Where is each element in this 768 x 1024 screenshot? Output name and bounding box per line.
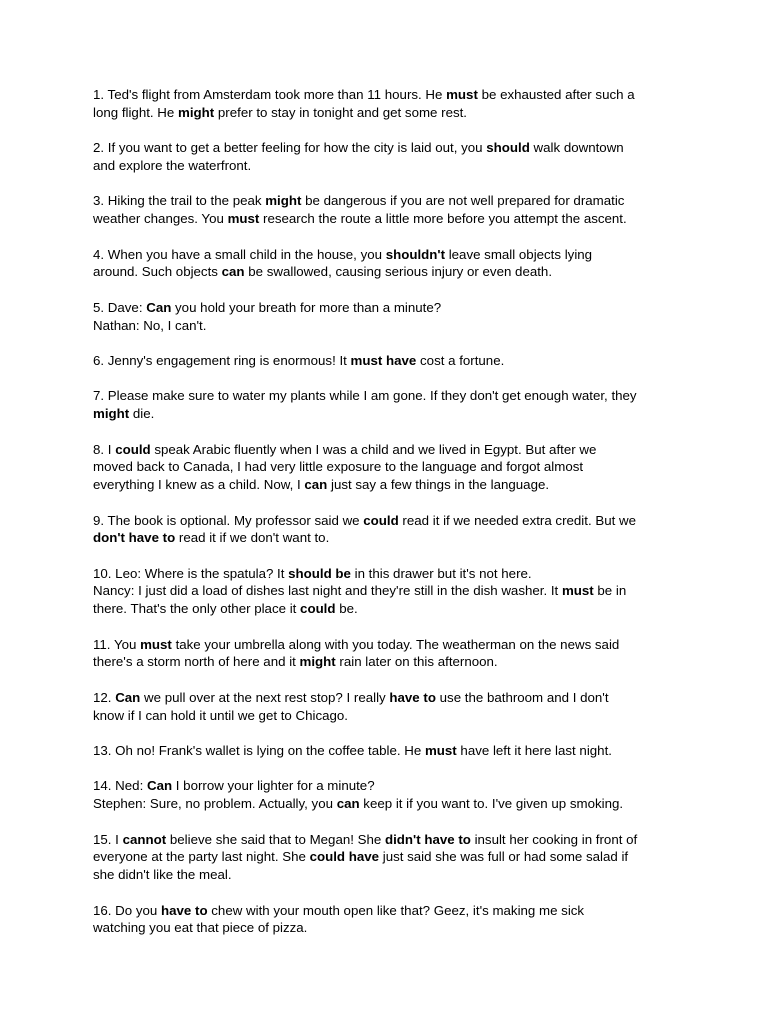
text-line xyxy=(93,848,683,866)
text-line xyxy=(93,902,683,920)
text-line xyxy=(93,707,683,725)
text-run: 7. Please make sure to water my plants while I am gone. If they don't get enough water, they xyxy=(93,388,637,404)
exercise-item-1 xyxy=(93,86,683,122)
text-run: you hold your breath for more than a minute? xyxy=(171,299,442,315)
text-line xyxy=(93,263,683,281)
modal-verb: didn't have to xyxy=(384,831,471,847)
text-run: 8. I xyxy=(93,441,116,457)
modal-verb: might xyxy=(265,193,302,209)
document-page xyxy=(93,86,683,937)
text-run: Nathan: No, I can't. xyxy=(93,317,207,333)
paragraph-spacer xyxy=(93,334,683,352)
modal-verb: must xyxy=(140,636,172,652)
exercise-item-2 xyxy=(93,139,683,175)
text-line xyxy=(93,919,683,937)
modal-verb: should xyxy=(486,140,530,156)
text-run: 13. Oh no! Frank's wallet is lying on the coffee table. He xyxy=(93,743,425,759)
text-run: read it if we don't want to. xyxy=(175,530,330,546)
text-line xyxy=(93,795,683,813)
text-run: die. xyxy=(129,406,155,422)
text-run: just said she was full or had some salad if xyxy=(379,849,629,865)
text-line xyxy=(93,441,683,459)
text-run: 11. You xyxy=(93,636,141,652)
text-run: read it if we needed extra credit. But we xyxy=(398,512,636,528)
modal-verb: might xyxy=(178,104,215,120)
text-run: we pull over at the next rest stop? I really xyxy=(140,689,390,705)
text-run: rain later on this afternoon. xyxy=(335,654,498,670)
modal-verb: Can xyxy=(146,299,172,315)
text-run: long flight. He xyxy=(93,104,179,120)
text-line xyxy=(93,405,683,423)
text-run: Nancy: I just did a load of dishes last night and they're still in the dish washer. It xyxy=(93,583,562,599)
text-run: cost a fortune. xyxy=(416,352,505,368)
exercise-item-8 xyxy=(93,441,683,494)
text-run: she didn't like the meal. xyxy=(93,867,232,883)
text-run: moved back to Canada, I had very little exposure to the language and forgot almost xyxy=(93,459,584,475)
text-line xyxy=(93,139,683,157)
text-run: 9. The book is optional. My professor said we xyxy=(93,512,364,528)
modal-verb: must xyxy=(424,743,457,759)
text-line xyxy=(93,476,683,494)
paragraph-spacer xyxy=(93,547,683,565)
text-line xyxy=(93,246,683,264)
text-run: there's a storm north of here and it xyxy=(93,654,300,670)
text-run: walk downtown xyxy=(529,140,624,156)
paragraph-spacer xyxy=(93,423,683,441)
paragraph-spacer xyxy=(93,122,683,140)
exercise-item-14 xyxy=(93,777,683,813)
text-run: there. That's the only other place it xyxy=(93,601,301,617)
text-run: be swallowed, causing serious injury or even death. xyxy=(244,264,553,280)
modal-verb: might xyxy=(299,654,336,670)
paragraph-spacer xyxy=(93,281,683,299)
text-run: insult her cooking in front of xyxy=(470,831,638,847)
text-run: have left it here last night. xyxy=(456,743,612,759)
text-run: I borrow your lighter for a minute? xyxy=(172,778,375,794)
text-run: around. Such objects xyxy=(93,264,222,280)
paragraph-spacer xyxy=(93,618,683,636)
text-line xyxy=(93,317,683,335)
text-run: use the bathroom and I don't xyxy=(435,689,609,705)
text-line xyxy=(93,192,683,210)
text-run: know if I can hold it until we get to Chicago. xyxy=(93,707,348,723)
text-run: research the route a little more before you attempt the ascent. xyxy=(259,211,627,227)
text-run: believe she said that to Megan! She xyxy=(166,831,385,847)
text-run: prefer to stay in tonight and get some rest. xyxy=(214,104,467,120)
exercise-item-9 xyxy=(93,512,683,548)
modal-verb: Can xyxy=(115,689,141,705)
paragraph-spacer xyxy=(93,884,683,902)
text-line xyxy=(93,529,683,547)
text-run: 14. Ned: xyxy=(93,778,147,794)
text-run: 5. Dave: xyxy=(93,299,147,315)
modal-verb: can xyxy=(221,264,245,280)
exercise-item-12 xyxy=(93,689,683,725)
modal-verb: must have xyxy=(350,352,417,368)
text-run: leave small objects lying xyxy=(445,246,593,262)
text-run: 15. I xyxy=(93,831,123,847)
modal-verb: could xyxy=(300,601,336,617)
text-run: be. xyxy=(335,601,358,617)
text-line xyxy=(93,582,683,600)
modal-verb: could xyxy=(363,512,399,528)
exercise-item-4 xyxy=(93,246,683,282)
text-line xyxy=(93,157,683,175)
modal-verb: can xyxy=(336,796,360,812)
text-line xyxy=(93,866,683,884)
text-run: everything I knew as a child. Now, I xyxy=(93,477,305,493)
text-run: keep it if you want to. I've given up smoking. xyxy=(359,796,624,812)
text-run: Stephen: Sure, no problem. Actually, you xyxy=(93,796,337,812)
modal-verb: can xyxy=(304,477,328,493)
text-run: and explore the waterfront. xyxy=(93,157,252,173)
modal-verb: cannot xyxy=(122,831,167,847)
exercise-item-7 xyxy=(93,387,683,423)
text-run: take your umbrella along with you today. The weatherman on the news said xyxy=(171,636,620,652)
exercise-item-10 xyxy=(93,565,683,618)
text-line xyxy=(93,636,683,654)
exercise-item-13 xyxy=(93,742,683,760)
text-run: 16. Do you xyxy=(93,902,162,918)
text-run: 4. When you have a small child in the house, you xyxy=(93,246,386,262)
text-run: 12. xyxy=(93,689,116,705)
paragraph-spacer xyxy=(93,370,683,388)
modal-verb: must xyxy=(446,87,478,102)
text-run: chew with your mouth open like that? Geez, it's making me sick xyxy=(207,902,585,918)
text-run: be dangerous if you are not well prepared for dramatic xyxy=(301,193,625,209)
text-line xyxy=(93,831,683,849)
modal-verb: could xyxy=(115,441,151,457)
text-run: speak Arabic fluently when I was a child and we lived in Egypt. But after we xyxy=(150,441,597,457)
text-line xyxy=(93,600,683,618)
text-run: 6. Jenny's engagement ring is enormous! It xyxy=(93,352,351,368)
exercise-item-6 xyxy=(93,352,683,370)
text-run: 10. Leo: Where is the spatula? It xyxy=(93,565,289,581)
paragraph-spacer xyxy=(93,724,683,742)
modal-verb: have to xyxy=(389,689,436,705)
text-run: 3. Hiking the trail to the peak xyxy=(93,193,266,209)
text-run: in this drawer but it's not here. xyxy=(350,565,532,581)
modal-verb: might xyxy=(93,406,130,422)
text-run: just say a few things in the language. xyxy=(327,477,550,493)
text-line xyxy=(93,689,683,707)
exercise-item-3 xyxy=(93,192,683,228)
paragraph-spacer xyxy=(93,494,683,512)
paragraph-spacer xyxy=(93,228,683,246)
text-line xyxy=(93,565,683,583)
text-line xyxy=(93,742,683,760)
text-line xyxy=(93,104,683,122)
text-run: 1. Ted's flight from Amsterdam took more than 11 hours. He xyxy=(93,87,447,102)
text-run: everyone at the party last night. She xyxy=(93,849,310,865)
text-line xyxy=(93,512,683,530)
text-line xyxy=(93,653,683,671)
paragraph-spacer xyxy=(93,175,683,193)
modal-verb: could have xyxy=(309,849,380,865)
text-line xyxy=(93,387,683,405)
paragraph-spacer xyxy=(93,813,683,831)
text-run: be exhausted after such a xyxy=(477,87,635,102)
modal-verb: have to xyxy=(161,902,208,918)
modal-verb: must xyxy=(561,583,594,599)
modal-verb: shouldn't xyxy=(385,246,445,262)
modal-verb: Can xyxy=(146,778,173,794)
text-line xyxy=(93,777,683,795)
exercise-item-16 xyxy=(93,902,683,938)
text-line xyxy=(93,352,683,370)
text-line xyxy=(93,210,683,228)
modal-verb: don't have to xyxy=(93,530,176,546)
paragraph-spacer xyxy=(93,671,683,689)
modal-verb: should be xyxy=(288,565,351,581)
text-run: 2. If you want to get a better feeling for how the city is laid out, you xyxy=(93,140,487,156)
text-run: weather changes. You xyxy=(93,211,228,227)
exercise-item-5 xyxy=(93,299,683,335)
exercise-item-11 xyxy=(93,636,683,672)
exercise-item-15 xyxy=(93,831,683,884)
text-run: be in xyxy=(593,583,627,599)
paragraph-spacer xyxy=(93,760,683,778)
modal-verb: must xyxy=(227,211,260,227)
text-line xyxy=(93,458,683,476)
text-run: watching you eat that piece of pizza. xyxy=(93,920,308,936)
text-line xyxy=(93,299,683,317)
text-line xyxy=(93,86,683,104)
